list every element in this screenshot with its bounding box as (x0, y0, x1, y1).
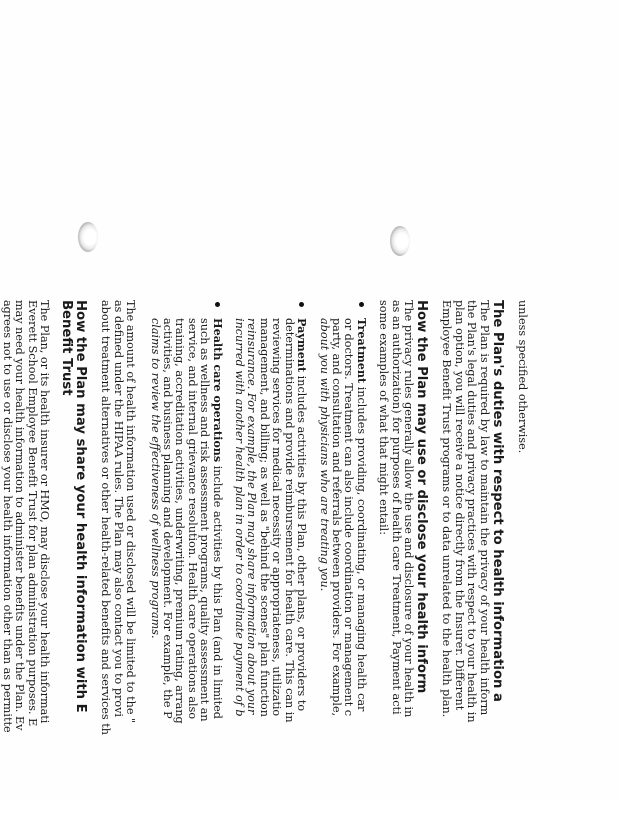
duties-line: plan option, you will receive a notice directly from the Insurer. Different (452, 300, 464, 820)
operations-line: service, and internal grievance resolution. Health care operations also (185, 318, 197, 820)
payment-line: includes activities by this Plan, other plans, or providers to (295, 372, 308, 711)
minimum-line: about treatment alternatives or other health-related benefits and services th (99, 300, 111, 820)
heading-share: How the Plan may share your health information with E (73, 300, 87, 820)
bullet-icon (299, 302, 304, 307)
operations-line: include activities by this Plan (and in limited (211, 462, 224, 719)
share-line: The Plan, or its health insurer or HMO, may disclose your health informati (38, 300, 50, 820)
treatment-line: party, and consultation and referrals between providers. For example, (330, 318, 342, 820)
bullet-treatment (317, 300, 368, 820)
term-treatment: Treatment (355, 318, 369, 383)
payment-line: incurred with another health plan in order to coordinate payment of b (233, 318, 245, 820)
use-line: The privacy rules generally allow the use and disclosure of your health in (402, 300, 414, 820)
payment-line: reinsurance. For example, the Plan may share information about your (245, 318, 257, 820)
bullet-icon (215, 302, 220, 307)
bullet-payment (233, 300, 308, 820)
payment-line: management, and billing; as well as "behind the scenes" plan function (258, 318, 270, 820)
treatment-line: about you with physicians who are treating you. (317, 318, 329, 820)
treatment-line: includes providing, coordinating, or managing health car (355, 383, 368, 711)
duties-line: The Plan is required by law to maintain the privacy of your health inform (477, 300, 489, 820)
share-line: Everett School Employee Benefit Trust for plan administration purposes. E (25, 300, 37, 820)
minimum-line: The amount of health information used or disclosed will be limited to the " (124, 300, 136, 820)
use-line: some examples of what that might entail: (377, 300, 389, 820)
heading-share: Benefit Trust (59, 300, 73, 820)
duties-line: Employee Benefit Trust programs or to data unrelated to the health plan. (440, 300, 452, 820)
document-body (0, 300, 528, 820)
operations-line: activities, and business planning and development. For example, the P (161, 318, 173, 820)
term-payment: Payment (295, 318, 309, 372)
payment-line: reviewing services for medical necessity or appropriateness, utilizatio (270, 318, 282, 820)
duties-line: the Plan's legal duties and privacy practices with respect to your health in (465, 300, 477, 820)
continuation-line: unless specified otherwise. (516, 300, 528, 820)
use-line: as an authorization) for purposes of health care Treatment, Payment acti (389, 300, 401, 820)
heading-duties: The Plan's duties with respect to health information a (490, 300, 504, 820)
treatment-line: or doctors. Treatment can also include coordination or management c (342, 318, 354, 820)
share-line: may need your health information to administer benefits under the Plan. Ev (13, 300, 25, 820)
term-operations: Health care operations (211, 318, 225, 462)
heading-use-disclose: How the Plan may use or disclose your health inform (414, 300, 428, 820)
bullet-operations (148, 300, 223, 820)
operations-line: claims to review the effectiveness of wellness programs. (148, 318, 160, 820)
bullet-icon (359, 302, 364, 307)
operations-line: training, accreditation activities, underwriting, premium rating, arrang (173, 318, 185, 820)
payment-line: determinations and provide reimbursement for health care. This can in (282, 318, 294, 820)
minimum-line: as defined under the HIPAA rules. The Plan may also contact you to provi (111, 300, 123, 820)
share-line: agrees not to use or disclose your health information other than as permitte (0, 300, 12, 820)
operations-line: such as wellness and risk assessment programs, quality assessment an (198, 318, 210, 820)
